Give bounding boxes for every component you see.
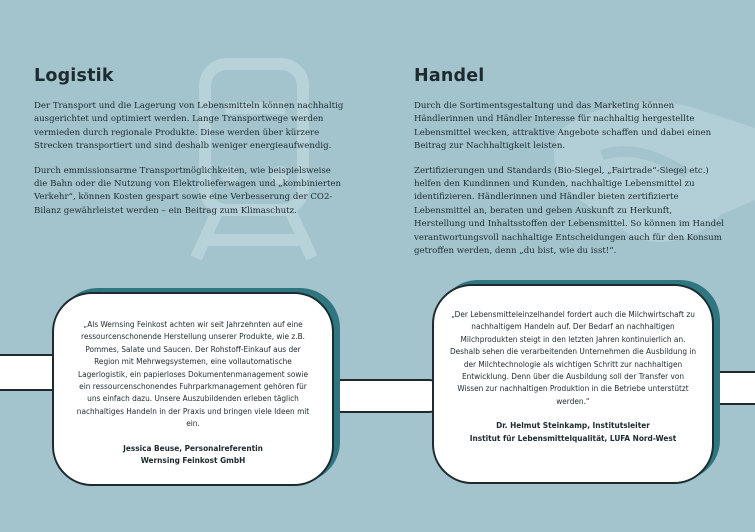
logistik-paragraph-1: Der Transport und die Lagerung von Lebensmitteln können nachhaltig ausgerichtet und optimiert werden. Lange Transportwege werden vermieden durch regionale Produkte. Diese werden über kürzere Strecken transportiert und sind deshalb weniger energieaufwendig. (34, 101, 344, 152)
quote-author-org: Wernsing Feinkost GmbH (140, 455, 246, 466)
logistik-paragraph-2: Durch emmissionsarme Transportmöglichkeiten, wie beispielsweise die Bahn oder die Nutzung von Elektrolieferwagen und „kombinierten Verkehr“, können Kosten gespart sowie eine Verbesserung der CO2-Bilanz gewährleistet werden – ein Beitrag zum Klimaschutz. (34, 165, 342, 216)
quote-bubble-handel (432, 284, 714, 484)
quote-text: „Der Lebensmitteleinzelhandel fordert auch die Milchwirtschaft zu nachhaltigem Handeln auf. Der Bedarf an nachhaltigen Milchprodukten steigt in den letzten Jahren kontinuierlich an. Deshalb sehen die verarbeitenden Unternehmen die Ausbildung in der Milchtechnologie als wichtigen Schritt zur nachhaltigen Entwicklung. Denn über die Ausbildung soll der Transfer von Wissen zur nachhaltigen Produktion in die Betriebe unterstützt werden.“ (449, 309, 697, 406)
handel-heading: Handel (414, 66, 485, 86)
connector-tube-middle (315, 380, 445, 412)
quote-author-name: Dr. Helmut Steinkamp, Institutsleiter (496, 420, 650, 431)
handel-section (414, 66, 726, 269)
handel-paragraph-1: Durch die Sortimentsgestaltung und das Marketing können Händlerinnen und Händler Interesse für nachhaltig hergestellte Lebensmittel wecken, attraktive Angebote schaffen und dabei einen Beitrag zur Nachhaltigkeit leisten. (414, 101, 712, 152)
handel-paragraph-2: Zertifizierungen und Standards (Bio-Siegel, „Fairtrade“-Siegel etc.) helfen den Kundinnen und Kunden, nachhaltige Lebensmittel zu identifizieren. Händlerinnen und Händler bieten zertifizierte Lebensmittel an, beraten und geben Auskunft zu Herkunft, Herstellung und Inhaltsstoffen der Lebensmittel. So können im Handel verantwortungsvoll nachhaltige Entscheidungen auch für den Konsum getroffen werden, denn „du bist, wie du isst!“. (414, 165, 725, 257)
quote-author (72, 442, 314, 467)
quote-author-org: Institut für Lebensmittelqualität, LUFA Nord-West (469, 432, 677, 443)
connector-tube-left (0, 355, 56, 390)
quote-bubble-logistik (52, 292, 334, 486)
quote-author (448, 419, 698, 444)
quote-author-name: Jessica Beuse, Personalreferentin (123, 442, 263, 453)
quote-text: „Als Wernsing Feinkost achten wir seit Jahrzehnten auf eine ressourcenschonende Herstellung unserer Produkte, wie z.B. Pommes, Salate und Saucen. Der Rohstoff-Einkauf aus der Region mit Mehrwegsystemen, eine vollautomatische Lagerlogistik, ein papierloses Dokumentenmanagement sowie ein ressourcenschonendes Fuhrparkmanagement gehören für uns einfach dazu. Unsere Auszubildenden erleben täglich nachhaltiges Handeln in der Praxis und bringen viele Ideen mit ein. (76, 319, 310, 429)
logistik-heading: Logistik (34, 66, 114, 86)
logistik-section (34, 66, 344, 229)
